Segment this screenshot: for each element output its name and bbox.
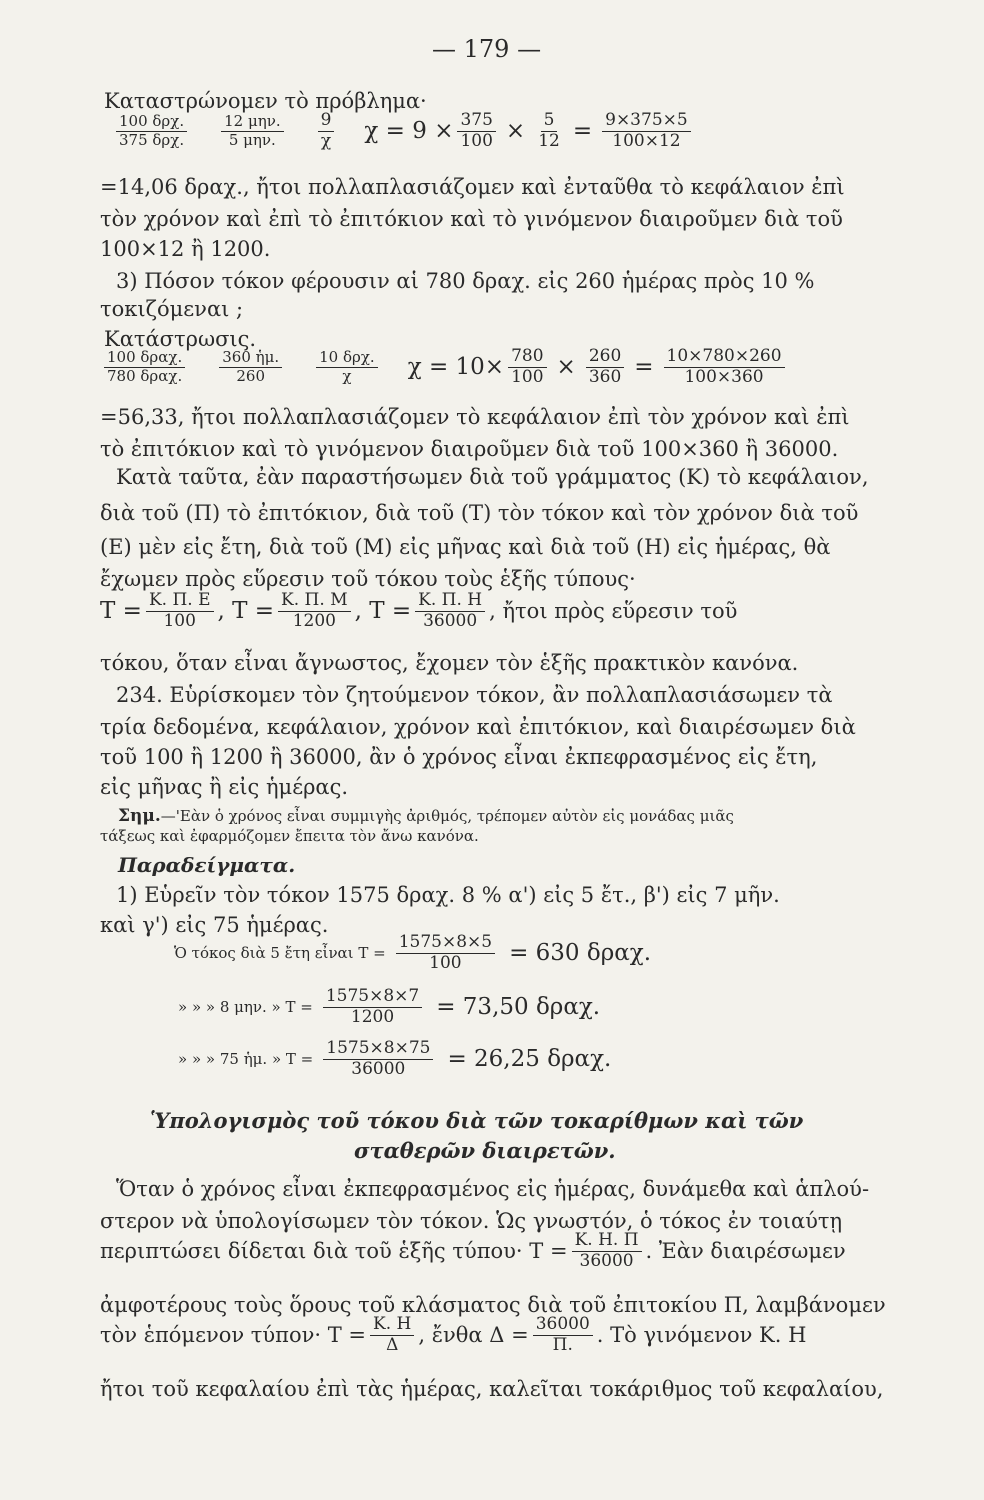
note-line: τάξεως καὶ ἐφαρμόζομεν ἔπειτα τὸν ἄνω κανόνα. (100, 827, 479, 845)
fraction (572, 1232, 642, 1271)
numerator: 36000 (533, 1316, 593, 1336)
text-line: =14,06 δραχ., ἤτοι πολλαπλασιάζομεν καὶ ἐνταῦθα τὸ κεφάλαιον ἐπὶ (100, 175, 845, 199)
numerator: 10×780×260 (664, 348, 785, 368)
fraction (323, 1040, 433, 1079)
denominator: 36000 (351, 1058, 406, 1079)
text-line: (Ε) μὲν εἰς ἔτη, διὰ τοῦ (Μ) εἰς μῆνας καὶ διὰ τοῦ (Η) εἰς ἡμέρας, θὰ (100, 535, 831, 559)
fraction (146, 592, 214, 631)
denominator: 260 (236, 366, 265, 385)
operator: = (572, 118, 593, 145)
fraction (508, 348, 546, 387)
fraction (457, 112, 495, 151)
text-line: τὸ ἐπιτόκιον καὶ τὸ γινόμενον διαιροῦμεν διὰ τοῦ 100×360 ἢ 36000. (100, 437, 839, 461)
numerator: 10 δρχ. (316, 350, 378, 368)
fraction (318, 112, 335, 151)
example-result: = 630 δραχ. (509, 940, 652, 967)
denominator: 780 δραχ. (107, 366, 183, 385)
text-line: 234. Εὑρίσκομεν τὸν ζητούμενον τόκον, ἂν πολλαπλασιάσωμεν τὰ (116, 683, 833, 707)
text-line: 3) Πόσον τόκον φέρουσιν αἱ 780 δραχ. εἰς 260 ἡμέρας πρὸς 10 % (116, 269, 815, 293)
denominator: 100×360 (684, 366, 764, 387)
fraction (664, 348, 785, 387)
fraction (278, 592, 351, 631)
numerator: 360 ἡμ. (219, 350, 282, 368)
text-line: διὰ τοῦ (Π) τὸ ἐπιτόκιον, διὰ τοῦ (Τ) τὸν τόκον καὶ τὸν χρόνον διὰ τοῦ (100, 501, 859, 525)
interest-formulas (100, 592, 737, 631)
formula-lhs: , Τ = (217, 598, 275, 625)
formula-line (100, 1316, 806, 1355)
text-line: τὸν χρόνον καὶ ἐπὶ τὸ ἐπιτόκιον καὶ τὸ γινόμενον διαιροῦμεν διὰ τοῦ (100, 207, 843, 231)
proportion-formula-1 (112, 112, 695, 151)
numerator: 9 (318, 112, 335, 132)
numerator: 12 μην. (221, 114, 283, 132)
numerator: 9×375×5 (602, 112, 691, 132)
fraction (104, 350, 185, 385)
example-label: » » » 75 ἡμ. » Τ = (178, 1050, 314, 1069)
text-line: 100×12 ἢ 1200. (100, 237, 271, 261)
formula-line (100, 1232, 846, 1271)
numerator: 1575×8×75 (323, 1040, 433, 1060)
denominator: Δ (386, 1334, 399, 1355)
denominator: 100 (429, 952, 462, 973)
fraction (219, 350, 282, 385)
denominator: 375 δρχ. (119, 130, 185, 149)
text-line: καὶ γ') εἰς 75 ἡμέρας. (100, 913, 329, 937)
denominator: 100×12 (612, 130, 681, 151)
text-line: στερον νὰ ὑπολογίσωμεν τὸν τόκον. Ὡς γνωστόν, ὁ τόκος ἐν τοιαύτῃ (100, 1209, 843, 1233)
example-row (178, 988, 600, 1027)
formula-lhs: , Τ = (354, 598, 412, 625)
example-row (178, 1040, 611, 1079)
text-fragment: , ἤτοι πρὸς εὕρεσιν τοῦ (489, 599, 738, 624)
denominator: 1200 (350, 1006, 395, 1027)
example-row (174, 934, 651, 973)
text-line: ἀμφοτέρους τοὺς ὅρους τοῦ κλάσματος διὰ τοῦ ἐπιτοκίου Π, λαμβάνομεν (100, 1293, 886, 1317)
page-number: — 179 — (432, 35, 542, 63)
text-line: Κατάστρωσις. (104, 327, 257, 351)
denominator: χ (342, 366, 352, 385)
fraction (602, 112, 691, 151)
proportion-formula-2 (100, 348, 789, 387)
numerator: 5 (541, 112, 558, 132)
fraction (396, 934, 495, 973)
section-heading: Παραδείγματα. (118, 853, 296, 877)
text-line: Κατὰ ταῦτα, ἐὰν παραστήσωμεν διὰ τοῦ γράμματος (Κ) τὸ κεφάλαιον, (116, 465, 869, 489)
formula-lhs: Τ = (100, 598, 142, 625)
numerator: 780 (508, 348, 546, 368)
section-heading: Ὑπολογισμὸς τοῦ τόκου διὰ τῶν τοκαρίθμων καὶ τῶν (150, 1108, 804, 1133)
example-result: = 26,25 δραχ. (447, 1046, 612, 1073)
fraction (370, 1316, 414, 1355)
denominator: 36000 (579, 1250, 634, 1271)
text-fragment: . Ἐὰν διαιρέσωμεν (645, 1239, 846, 1264)
example-label: » » » 8 μην. » Τ = (178, 998, 313, 1017)
text-line: =56,33, ἤτοι πολλαπλασιάζομεν τὸ κεφάλαιον ἐπὶ τὸν χρόνον καὶ ἐπὶ (100, 405, 850, 429)
fraction (323, 988, 422, 1027)
text-fragment: . Τὸ γινόμενον Κ. Η (596, 1323, 807, 1348)
text-line: 1) Εὑρεῖν τὸν τόκον 1575 δραχ. 8 % α') εἰς 5 ἔτ., β') εἰς 7 μῆν. (116, 883, 780, 907)
operator: × (505, 118, 526, 145)
numerator: Κ. Π. Ε (146, 592, 214, 612)
denominator: χ (320, 130, 332, 151)
denominator: 100 (163, 610, 196, 631)
note-text: —'Εὰν ὁ χρόνος εἶναι συμμιγὴς ἀριθμός, τρέπομεν αὐτὸν εἰς μονάδας μιᾶς (160, 807, 734, 825)
numerator: Κ. Η. Π (572, 1232, 642, 1252)
numerator: 1575×8×5 (396, 934, 495, 954)
denominator: 36000 (423, 610, 478, 631)
text-fragment: τὸν ἑπόμενον τύπον· Τ = (100, 1323, 367, 1348)
numerator: 100 δρχ. (116, 114, 187, 132)
denominator: 100 (460, 130, 493, 151)
example-result: = 73,50 δραχ. (436, 994, 601, 1021)
denominator: 100 (511, 366, 544, 387)
operator: = (634, 354, 654, 381)
text-line: τοκιζόμεναι ; (100, 297, 244, 321)
note-label: Σημ. (118, 806, 161, 826)
text-line: Ὅταν ὁ χρόνος εἶναι ἐκπεφρασμένος εἰς ἡμέρας, δυνάμεθα καὶ ἁπλού- (116, 1177, 870, 1201)
numerator: 260 (586, 348, 624, 368)
section-heading: σταθερῶν διαιρετῶν. (354, 1138, 616, 1163)
fraction (586, 348, 624, 387)
fraction (116, 114, 187, 149)
numerator: 100 δραχ. (104, 350, 185, 368)
denominator: Π. (552, 1334, 573, 1355)
text-line: ἔχωμεν πρὸς εὕρεσιν τοῦ τόκου τοὺς ἑξῆς τύπους· (100, 567, 636, 591)
text-fragment: περιπτώσει δίδεται διὰ τοῦ ἑξῆς τύπου· Τ = (100, 1239, 568, 1264)
text-line: ἤτοι τοῦ κεφαλαίου ἐπὶ τὰς ἡμέρας, καλεῖται τοκάριθμος τοῦ κεφαλαίου, (100, 1377, 884, 1401)
fraction (316, 350, 378, 385)
fraction (415, 592, 485, 631)
numerator: Κ. Η (370, 1316, 414, 1336)
denominator: 12 (538, 130, 560, 151)
example-label: Ὁ τόκος διὰ 5 ἔτη εἶναι Τ = (174, 944, 386, 963)
numerator: 375 (457, 112, 495, 132)
equation-lhs: χ = 10× (407, 354, 505, 381)
text-line: τοῦ 100 ἢ 1200 ἢ 36000, ἂν ὁ χρόνος εἶναι ἐκπεφρασμένος εἰς ἔτη, (100, 745, 818, 769)
text-line: τρία δεδομένα, κεφάλαιον, χρόνον καὶ ἐπιτόκιον, καὶ διαιρέσωμεν διὰ (100, 715, 856, 739)
text-line: τόκου, ὅταν εἶναι ἄγνωστος, ἔχομεν τὸν ἑξῆς πρακτικὸν κανόνα. (100, 651, 799, 675)
denominator: 360 (588, 366, 622, 387)
fraction (221, 114, 283, 149)
denominator: 1200 (292, 610, 336, 631)
fraction (535, 112, 563, 151)
numerator: 1575×8×7 (323, 988, 422, 1008)
operator: × (556, 354, 576, 381)
fraction (533, 1316, 593, 1355)
text-fragment: , ἔνθα Δ = (418, 1323, 529, 1348)
text-line: εἰς μῆνας ἢ εἰς ἡμέρας. (100, 775, 349, 799)
numerator: Κ. Π. Η (415, 592, 485, 612)
equation-lhs: χ = 9 × (364, 118, 454, 145)
text-line: Καταστρώνομεν τὸ πρόβλημα· (104, 89, 427, 113)
numerator: Κ. Π. Μ (278, 592, 351, 612)
denominator: 5 μην. (228, 130, 276, 149)
